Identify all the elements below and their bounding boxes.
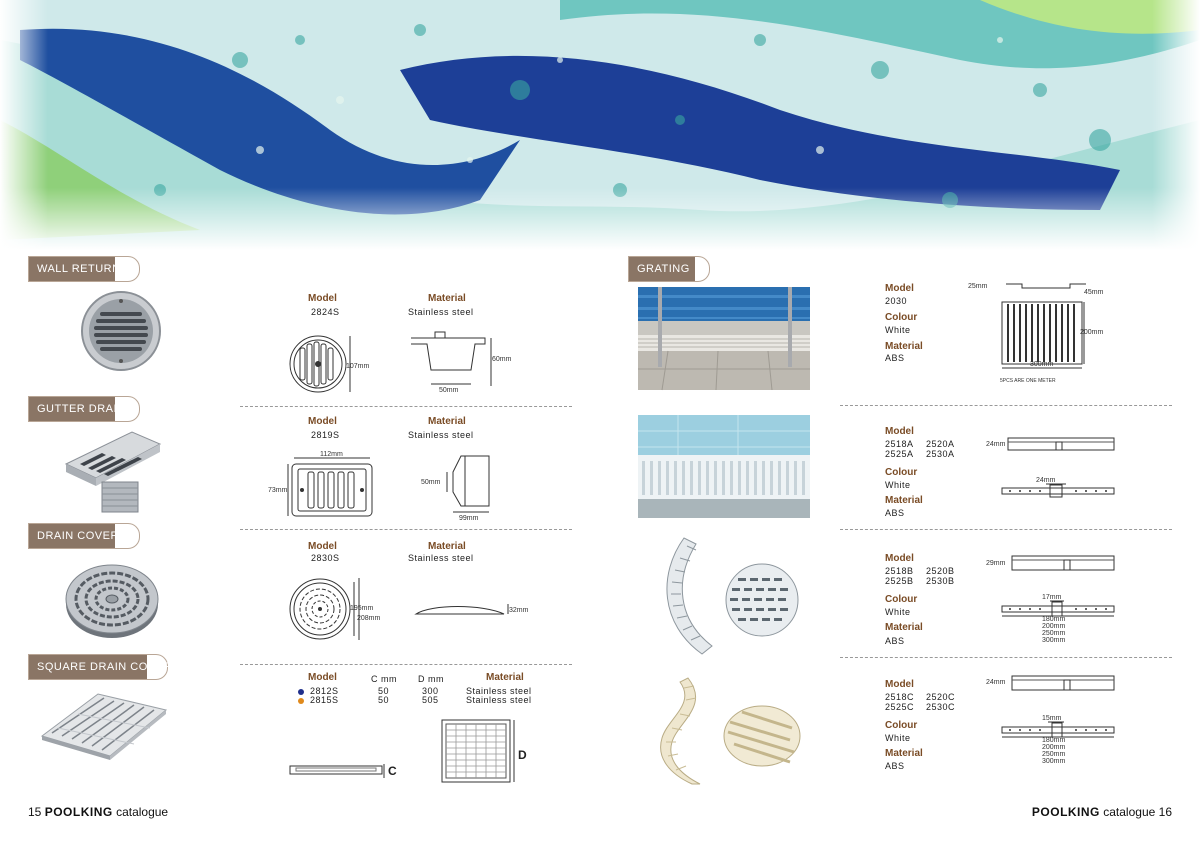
grating-c-model-value: 2525C: [885, 702, 915, 712]
square-drain-row-model: 2812S: [310, 686, 339, 696]
gutter-drain-dim-c: 50mm: [421, 479, 441, 486]
gutter-drain-material-value: Stainless steel: [408, 430, 474, 440]
grating-b-material-value: ABS: [885, 636, 905, 646]
square-drain-cover-product-image: [38, 688, 168, 765]
row-divider: [240, 664, 572, 665]
footer-left: [28, 805, 168, 819]
grating-2030-dim-a: 25mm: [968, 283, 988, 290]
footer-left-page-number: 15: [28, 805, 42, 819]
wall-return-dim-a: 107mm: [346, 363, 370, 370]
grating-b-dim-l4: 300mm: [1042, 637, 1066, 644]
grating-b-model-label: Model: [885, 553, 914, 564]
grating-a-material-value: ABS: [885, 508, 905, 518]
grating-c-model-value: 2520C: [926, 692, 956, 702]
footer-left-word: catalogue: [116, 805, 169, 819]
row-divider: [240, 529, 572, 530]
grating-c-model-value: 2530C: [926, 702, 956, 712]
grating-b-material-label: Material: [885, 622, 923, 633]
gutter-drain-product-image: [62, 424, 162, 519]
grating-curved-photo-2: [650, 676, 800, 786]
drain-cover-dim-c: 32mm: [509, 607, 529, 614]
square-drain-top-drawing: [438, 716, 518, 793]
section-label-text: WALL RETURN: [29, 257, 115, 281]
section-label-text: SQUARE DRAIN COVER: [29, 655, 147, 679]
wall-return-product-image: [80, 290, 162, 377]
square-drain-row-material: Stainless steel: [466, 686, 532, 696]
row-divider: [840, 529, 1172, 530]
grating-b-colour-value: White: [885, 607, 911, 617]
grating-2030-model-label: Model: [885, 283, 914, 294]
grating-b-model-value: 2530B: [926, 576, 955, 586]
square-drain-row-d: 505: [422, 695, 439, 705]
footer-right-brand: POOLKING: [1031, 805, 1100, 819]
grating-a-model-value: 2518A: [885, 439, 914, 449]
drain-cover-side-drawing: [412, 596, 529, 627]
grating-c-dim-l1: 180mm: [1042, 737, 1066, 744]
footer-right-page-number: 16: [1158, 805, 1172, 819]
grating-b-model-value: 2525B: [885, 576, 914, 586]
grating-2030-dim-b: 45mm: [1084, 289, 1104, 296]
square-drain-row-d: 300: [422, 686, 439, 696]
section-label-text: GRATING: [629, 257, 695, 281]
square-drain-side-drawing: [286, 760, 404, 787]
grating-c-dim-a: 24mm: [986, 679, 1006, 686]
wall-return-model-value: 2824S: [311, 307, 340, 317]
gutter-drain-dim-b: 73mm: [268, 487, 288, 494]
wall-return-material-label: Material: [428, 293, 466, 304]
wall-return-dim-c: 50mm: [439, 387, 459, 394]
series-dot-orange: [298, 698, 304, 704]
grating-b-drawing: [984, 552, 1124, 653]
grating-c-model-value: 2518C: [885, 692, 915, 702]
square-drain-row-material: Stainless steel: [466, 695, 532, 705]
grating-2030-model-value: 2030: [885, 296, 908, 306]
grating-b-colour-label: Colour: [885, 594, 918, 605]
row-divider: [840, 657, 1172, 658]
wall-return-model-label: Model: [308, 293, 337, 304]
grating-c-material-label: Material: [885, 748, 923, 759]
gutter-drain-top-drawing: [268, 450, 388, 527]
grating-c-dim-b: 15mm: [1042, 715, 1062, 722]
footer-left-brand: POOLKING: [44, 805, 113, 819]
grating-a-model-value: 2530A: [926, 449, 955, 459]
grating-c-dim-l4: 300mm: [1042, 758, 1066, 765]
grating-c-colour-label: Colour: [885, 720, 918, 731]
drain-cover-dim-a: 195mm: [350, 605, 374, 612]
series-dot-blue: [298, 689, 304, 695]
grating-curved-photo-1: [654, 534, 800, 658]
row-divider: [840, 405, 1172, 406]
drain-cover-model-label: Model: [308, 541, 337, 552]
wall-return-dim-b: 60mm: [492, 356, 512, 363]
grating-b-dim-l2: 200mm: [1042, 623, 1066, 630]
grating-a-colour-label: Colour: [885, 467, 918, 478]
row-divider: [240, 406, 572, 407]
grating-2030-drawing: [966, 278, 1116, 383]
square-drain-c-header: C mm: [371, 674, 397, 684]
grating-a-drawing: [984, 432, 1124, 513]
square-drain-model-header: Model: [308, 672, 337, 683]
drain-cover-product-image: [64, 556, 160, 647]
gutter-drain-material-label: Material: [428, 416, 466, 427]
square-drain-dim-c: C: [388, 764, 397, 778]
section-label-grating: [628, 256, 710, 282]
square-drain-row-model: 2815S: [310, 695, 339, 705]
header-banner-image: [0, 0, 1200, 250]
grating-2030-dim-c: 200mm: [1080, 329, 1104, 336]
section-label-text: DRAIN COVER: [29, 524, 115, 548]
section-label-drain-cover: [28, 523, 140, 549]
gutter-drain-model-value: 2819S: [311, 430, 340, 440]
grating-a-model-value: 2520A: [926, 439, 955, 449]
grating-2030-note: 5PCS ARE ONE METER: [1000, 378, 1056, 384]
grating-2030-colour-label: Colour: [885, 312, 918, 323]
grating-b-dim-l1: 180mm: [1042, 616, 1066, 623]
square-drain-d-header: D mm: [418, 674, 444, 684]
wall-return-front-drawing: [280, 330, 380, 405]
grating-a-dim-a: 24mm: [986, 441, 1006, 448]
grating-b-model-value: 2518B: [885, 566, 914, 576]
drain-cover-model-value: 2830S: [311, 553, 340, 563]
grating-a-material-label: Material: [885, 495, 923, 506]
grating-a-model-value: 2525A: [885, 449, 914, 459]
grating-a-model-label: Model: [885, 426, 914, 437]
section-label-gutter-drain: [28, 396, 140, 422]
square-drain-material-header: Material: [486, 672, 524, 683]
grating-c-model-label: Model: [885, 679, 914, 690]
grating-c-dim-l2: 200mm: [1042, 744, 1066, 751]
drain-cover-top-drawing: [284, 574, 384, 649]
grating-c-drawing: [984, 672, 1124, 773]
grating-c-colour-value: White: [885, 733, 911, 743]
grating-2030-material-value: ABS: [885, 353, 905, 363]
grating-c-dim-l3: 250mm: [1042, 751, 1066, 758]
grating-a-dim-b: 24mm: [1036, 477, 1056, 484]
gutter-drain-side-drawing: [415, 450, 495, 527]
grating-2030-material-label: Material: [885, 341, 923, 352]
section-label-square-drain-cover: [28, 654, 172, 680]
grating-c-material-value: ABS: [885, 761, 905, 771]
grating-a-colour-value: White: [885, 480, 911, 490]
wall-return-material-value: Stainless steel: [408, 307, 474, 317]
gutter-drain-model-label: Model: [308, 416, 337, 427]
grating-pool-photo-1: [638, 287, 810, 390]
square-drain-dim-d: D: [518, 748, 527, 762]
footer-right: [1032, 805, 1172, 819]
grating-b-model-value: 2520B: [926, 566, 955, 576]
drain-cover-dim-b: 208mm: [357, 615, 381, 622]
grating-2030-dim-d: 300mm: [1030, 361, 1054, 368]
grating-2030-colour-value: White: [885, 325, 911, 335]
grating-b-dim-a: 29mm: [986, 560, 1006, 567]
gutter-drain-dim-d: 99mm: [459, 515, 479, 522]
gutter-drain-dim-a: 112mm: [320, 451, 343, 458]
section-label-text: GUTTER DRAIN: [29, 397, 115, 421]
wall-return-side-drawing: [405, 330, 515, 399]
grating-b-dim-l3: 250mm: [1042, 630, 1066, 637]
section-label-wall-return: [28, 256, 140, 282]
footer-right-word: catalogue: [1103, 805, 1156, 819]
drain-cover-material-value: Stainless steel: [408, 553, 474, 563]
grating-pool-photo-2: [638, 415, 810, 518]
drain-cover-material-label: Material: [428, 541, 466, 552]
grating-b-dim-b: 17mm: [1042, 594, 1062, 601]
square-drain-row-c: 50: [378, 695, 390, 705]
square-drain-row-c: 50: [378, 686, 390, 696]
